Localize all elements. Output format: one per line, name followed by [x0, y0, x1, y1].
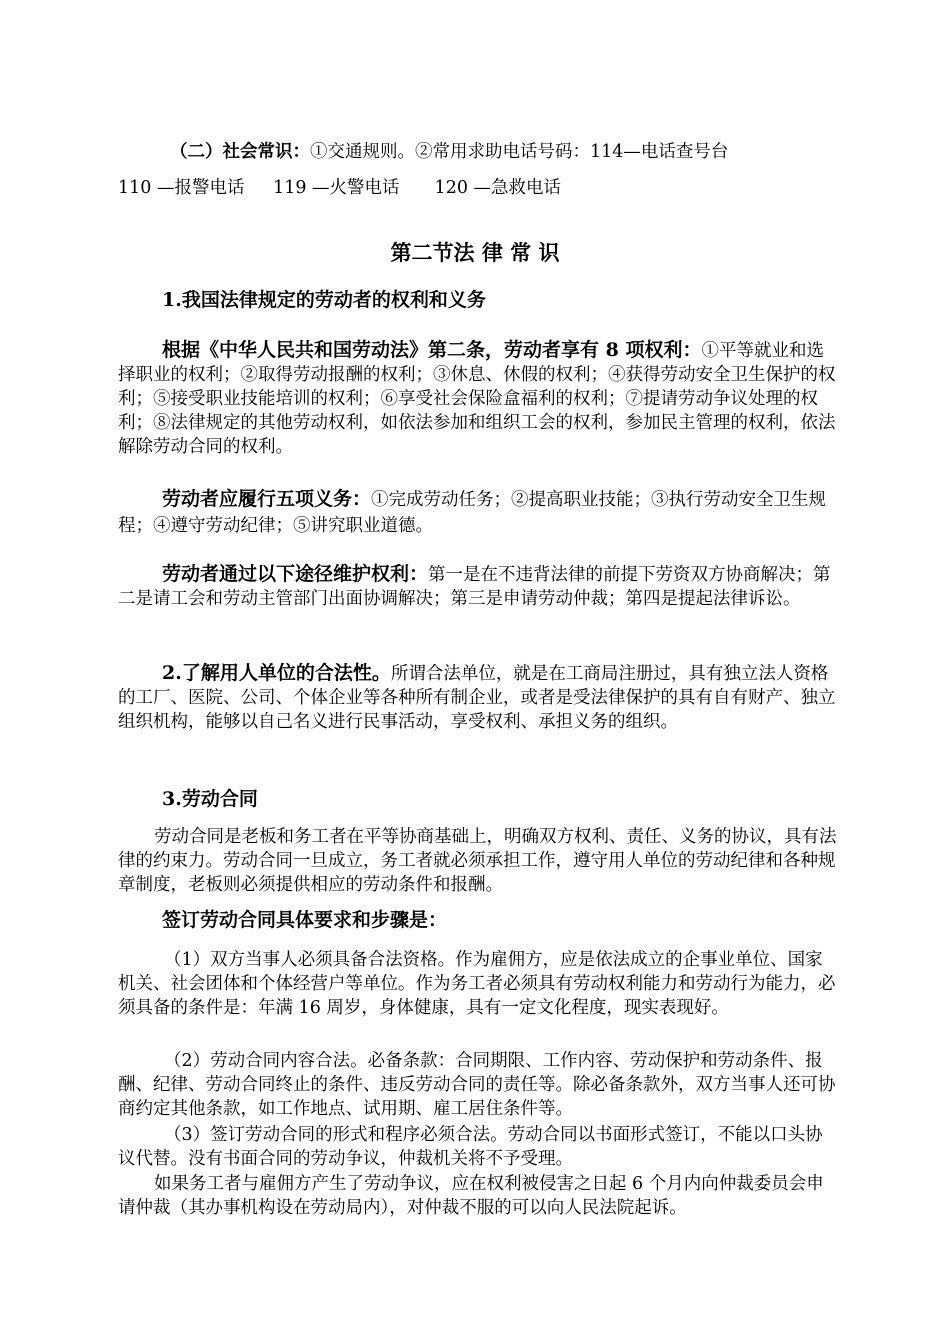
labor-contract-intro: 劳动合同是老板和务工者在平等协商基础上，明确双方权利、责任、义务的协议，具有法律的约束力。劳动合同一旦成立，务工者就必须承担工作，遵守用人单位的劳动纪律和各种规章制度，老板则必须提供相应的劳动条件和报酬。 [118, 827, 837, 895]
protect-rights-text: 第一是在不违背法律的前提下劳资双方协商解决；第二是请工会和劳动主管部门出面协调解决；第三是申请劳动仲裁；第四是提起法律诉讼。 [118, 565, 831, 609]
emergency-numbers-line: 110 —报警电话 119 —火警电话 120 —急救电话 [118, 178, 562, 198]
contract-step-1: （1）双方当事人必须具备合法资格。作为雇佣方，应是依法成立的企事业单位、国家机关、社会团体和个体经营户等单位。作为务工者必须具有劳动权利能力和劳动行为能力，必须具备的条件是：年满 16 周岁，身体健康，具有一定文化程度，现实表现好。 [118, 950, 836, 1018]
employer-legality-text: 所谓合法单位，就是在工商局注册过，具有独立法人资格的工厂、医院、公司、个体企业等各种所有制企业，或者是受法律保护的具有自有财产、独立组织机构，能够以自己名义进行民事活动，享受权利、承担义务的组织。 [118, 664, 836, 732]
heading-labor-contract: 3.劳动合同 [162, 788, 258, 810]
duties-paragraph [118, 486, 840, 539]
heading-rights-duties: 1.我国法律规定的劳动者的权利和义务 [162, 289, 486, 311]
duties-lead: 劳动者应履行五项义务： [162, 488, 372, 510]
duties-text: ①完成劳动任务；②提高职业技能；③执行劳动安全卫生规程；④遵守劳动纪律；⑤讲究职业道德。 [118, 490, 827, 536]
labor-dispute-paragraph: 如果务工者与雇佣方产生了劳动争议，应在权利被侵害之日起 6 个月内向仲裁委员会申请仲裁（其办事机构设在劳动局内），对仲裁不服的可以向人民法院起诉。 [118, 1174, 824, 1218]
social-knowledge-line1: ①交通规则。②常用求助电话号码：114—电话查号台 [310, 142, 729, 162]
employer-legality-paragraph [118, 661, 840, 734]
protect-rights-lead: 劳动者通过以下途径维护权利： [162, 563, 429, 585]
employer-legality-lead: 2.了解用人单位的合法性。 [162, 662, 391, 684]
contract-step-2: （2）劳动合同内容合法。必备条款：合同期限、工作内容、劳动保护和劳动条件、报酬、纪律、劳动合同终止的条件、违反劳动合同的责任等。除必备条款外，双方当事人还可协商约定其他条款，如工作地点、试用期、雇工居住条件等。 [118, 1051, 836, 1119]
rights-lead: 根据《中华人民共和国劳动法》第二条，劳动者享有 8 项权利： [162, 339, 702, 361]
contract-step-3: （3）签订劳动合同的形式和程序必须合法。劳动合同以书面形式签订，不能以口头协议代替。没有书面合同的劳动争议，仲裁机关将不予受理。 [118, 1125, 823, 1169]
rights-text: ①平等就业和选择职业的权利；②取得劳动报酬的权利；③休息、休假的权利；④获得劳动安全卫生保护的权利；⑤接受职业技能培训的权利；⑥享受社会保险盒福利的权利；⑦提请劳动争议处理的权利；⑧法律规定的其他劳动权利，如依法参加和组织工会的权利，参加民主管理的权利，依法解除劳动合同的权利。 [118, 341, 836, 457]
protect-rights-paragraph [118, 562, 840, 611]
rights-paragraph [118, 338, 840, 459]
section-title: 第二节法 律 常 识 [390, 240, 560, 265]
social-knowledge-paragraph [118, 140, 840, 164]
social-knowledge-label: （二）社会常识： [170, 142, 310, 162]
heading-contract-steps: 签订劳动合同具体要求和步骤是： [162, 909, 448, 931]
